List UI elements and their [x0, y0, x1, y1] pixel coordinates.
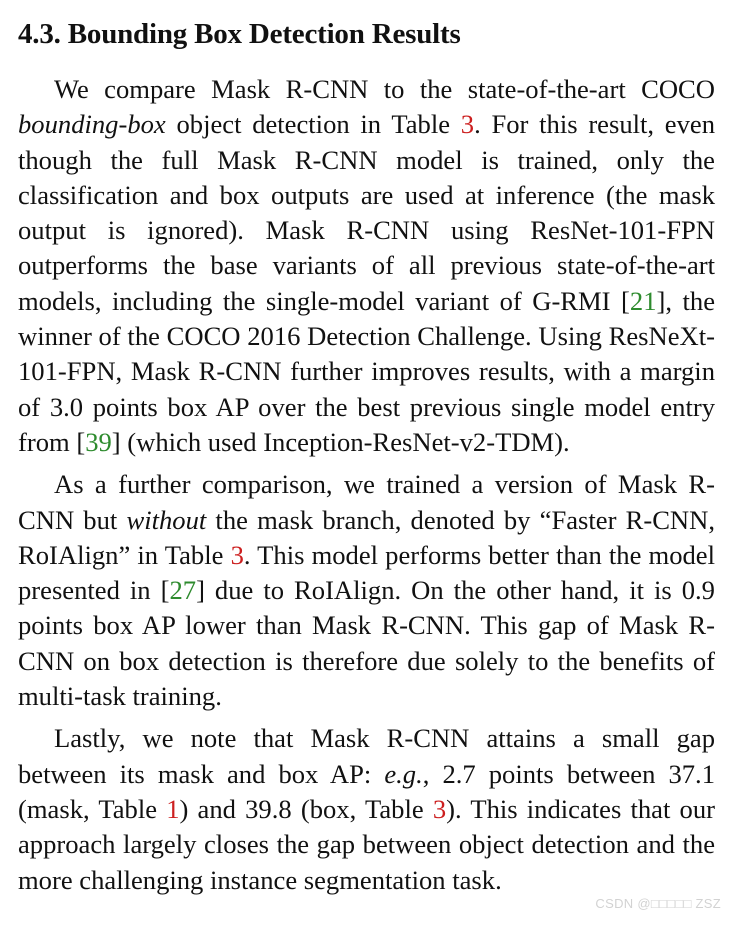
paragraph-text: ] — [196, 575, 205, 606]
emphasized-text: e.g. — [384, 758, 423, 789]
table-reference-link[interactable]: 3 — [460, 109, 475, 140]
citation-link[interactable]: 39 — [85, 426, 112, 457]
paragraph-text: As a further comparison, we trained a version of Mask R-CNN but — [18, 469, 715, 535]
paragraph-text: due to RoIAlign. On the other hand, it is 0.9 points box AP lower than Mask R-CNN. This gap of Mask R-CNN on box detection is therefore due solely to the benefits of multi-task training. — [18, 575, 715, 712]
paragraph-text: , the winner of the COCO 2016 Detection Challenge. Using ResNeXt-101-FPN, Mask R-CNN further improves results, with a margin of 3.0 points box AP over the best previous single model entry from — [18, 285, 715, 457]
paragraph-text: (which used Inception-ResNet-v2-TDM). — [120, 426, 570, 457]
paragraph-1 — [18, 72, 715, 460]
paragraph-2 — [18, 467, 715, 714]
paragraph-text: object detection in Table — [165, 109, 461, 140]
emphasized-text: bounding-box — [18, 109, 166, 140]
paper-section — [18, 14, 715, 905]
emphasized-text: without — [126, 504, 207, 535]
paragraph-text: [ — [76, 426, 86, 457]
paragraph-text: ] — [656, 285, 666, 316]
paragraph-text: the mask branch, denoted by “Faster R-CNN, RoIAlign” in Table — [18, 504, 715, 570]
section-heading: 4.3. Bounding Box Detection Results — [18, 18, 461, 50]
table-reference-link[interactable]: 3 — [432, 793, 447, 824]
paragraph-text: , 2.7 points between 37.1 (mask, Table — [18, 758, 715, 824]
citation-link[interactable]: 27 — [169, 575, 197, 606]
paragraph-text: Lastly, we note that Mask R-CNN attains a small gap between its mask and box AP: — [18, 723, 715, 789]
table-reference-link[interactable]: 1 — [166, 793, 180, 824]
paragraph-text: . This model performs better than the model presented in — [18, 539, 715, 606]
paragraph-text: We compare Mask R-CNN to the state-of-the-art COCO — [54, 74, 715, 104]
paragraph-text: ) and 39.8 (box, Table — [179, 793, 433, 824]
paragraph-text: [ — [160, 575, 170, 606]
paragraph-3 — [18, 721, 715, 897]
paragraph-text: [ — [621, 285, 630, 316]
paragraph-text: ] — [111, 426, 121, 457]
citation-link[interactable]: 21 — [629, 285, 657, 316]
table-reference-link[interactable]: 3 — [230, 539, 244, 570]
watermark-text: CSDN @□□□□□ ZSZ — [595, 896, 721, 911]
paragraph-text: . For this result, even though the full Mask R-CNN model is trained, only the classification and box outputs are used at inference (the mask output is ignored). Mask R-CNN using ResNet-101-FPN outperforms the base variants of all previous state-of-the-art models, including the single-model variant of G-RMI — [18, 109, 715, 316]
paragraph-text: ). This indicates that our approach largely closes the gap between object detection and the more challenging instance segmentation task. — [18, 793, 716, 895]
